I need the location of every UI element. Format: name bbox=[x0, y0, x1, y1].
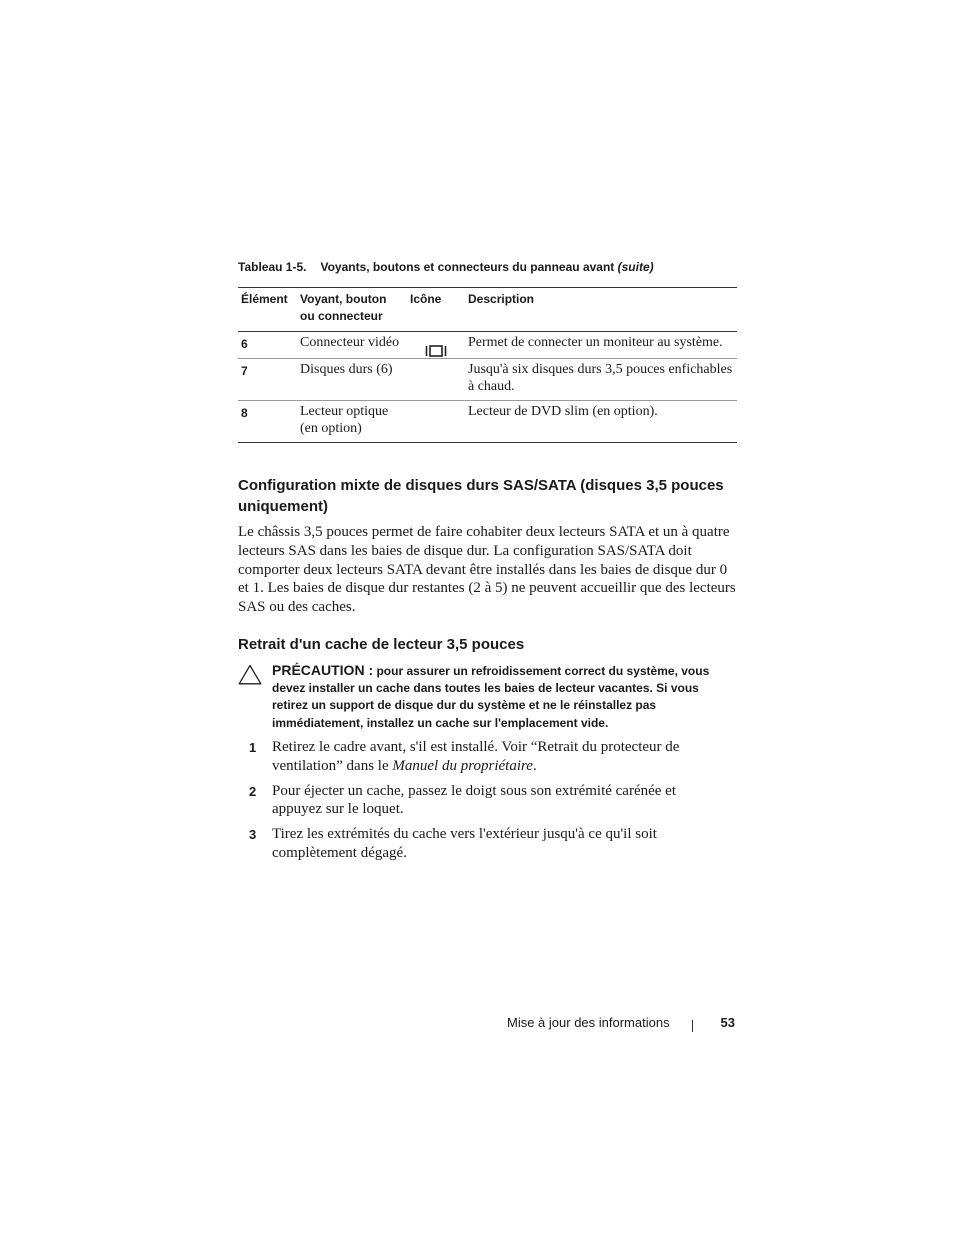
row-icon-cell bbox=[407, 332, 465, 359]
step-text: Pour éjecter un cache, passez le doigt sous son extrémité carénée et appuyez sur le loquet. bbox=[272, 782, 676, 818]
row-name: Connecteur vidéo bbox=[297, 332, 407, 359]
caution-note bbox=[238, 662, 738, 732]
step-number: 3 bbox=[249, 827, 257, 843]
spec-table bbox=[238, 287, 737, 443]
step-number: 2 bbox=[249, 783, 257, 799]
row-name: Disques durs (6) bbox=[297, 359, 407, 401]
table-row bbox=[238, 359, 737, 401]
caution-label: PRÉCAUTION : bbox=[272, 662, 374, 678]
step-text: Tirez les extrémités du cache vers l'extérieur jusqu'à ce qu'il soit complètement dégagé. bbox=[272, 826, 657, 861]
steps-list bbox=[238, 738, 688, 869]
caution-text: pour assurer un refroidissement correct du système, vous devez installer un cache dans toutes les baies de lecteur vacantes. Si vous retirez un support de disque dur du système et ne le réinstallez pas immédiatement, installez un cache sur l'emplacement vide. bbox=[272, 664, 710, 730]
table-header-row bbox=[238, 288, 737, 332]
caution-text-block bbox=[272, 662, 738, 732]
page-footer bbox=[490, 1015, 737, 1035]
header-icon: Icône bbox=[407, 288, 465, 332]
table-row bbox=[238, 401, 737, 443]
row-icon-cell bbox=[407, 359, 465, 401]
step-item bbox=[238, 738, 688, 776]
row-description: Lecteur de DVD slim (en option). bbox=[468, 404, 658, 419]
footer-separator bbox=[692, 1020, 693, 1032]
step-text-italic: Manuel du propriétaire bbox=[392, 757, 533, 774]
section-heading-retrait: Retrait d'un cache de lecteur 3,5 pouces bbox=[238, 636, 525, 653]
table-caption bbox=[238, 260, 738, 274]
warning-triangle-icon bbox=[238, 664, 262, 685]
config-paragraph: Le châssis 3,5 pouces permet de faire cohabiter deux lecteurs SATA et un à quatre lecteurs SAS dans les baies de disque dur. La configuration SAS/SATA doit comporter deux lecteurs SATA devant être installés dans les baies de disque dur 0 et 1. Les baies de disque dur restantes (2 à 5) ne peuvent accueillir que des lecteurs SAS ou des caches. bbox=[238, 524, 736, 616]
step-text: Retirez le cadre avant, s'il est installé. Voir “Retrait du protecteur de ventilation” dans le bbox=[272, 739, 680, 774]
row-description: Permet de connecter un moniteur au système. bbox=[465, 332, 737, 359]
header-name: Voyant, bouton ou connecteur bbox=[297, 288, 407, 332]
step-text-end: . bbox=[532, 757, 537, 774]
caption-title: Voyants, boutons et connecteurs du panneau avant bbox=[320, 260, 615, 274]
video-connector-icon bbox=[425, 344, 447, 358]
step-item bbox=[238, 825, 688, 863]
page-number: 53 bbox=[720, 1015, 735, 1030]
section-heading-config: Configuration mixte de disques durs SAS/SATA (disques 3,5 pouces uniquement) bbox=[238, 477, 724, 515]
header-element: Élément bbox=[238, 288, 297, 332]
row-icon-cell bbox=[407, 401, 465, 443]
step-number: 1 bbox=[249, 740, 257, 755]
table-row bbox=[238, 332, 737, 359]
footer-title: Mise à jour des informations bbox=[507, 1015, 670, 1030]
row-element: 8 bbox=[241, 406, 248, 420]
row-element: 7 bbox=[238, 359, 297, 401]
step-item bbox=[238, 782, 688, 820]
row-description: Jusqu'à six disques durs 3,5 pouces enfichables à chaud. bbox=[465, 359, 737, 401]
row-element: 6 bbox=[238, 332, 297, 359]
row-name: Lecteur optique (en option) bbox=[300, 404, 389, 436]
header-description: Description bbox=[465, 288, 737, 332]
caption-label: Tableau 1-5. bbox=[238, 260, 307, 274]
caption-suffix: (suite) bbox=[617, 260, 654, 274]
